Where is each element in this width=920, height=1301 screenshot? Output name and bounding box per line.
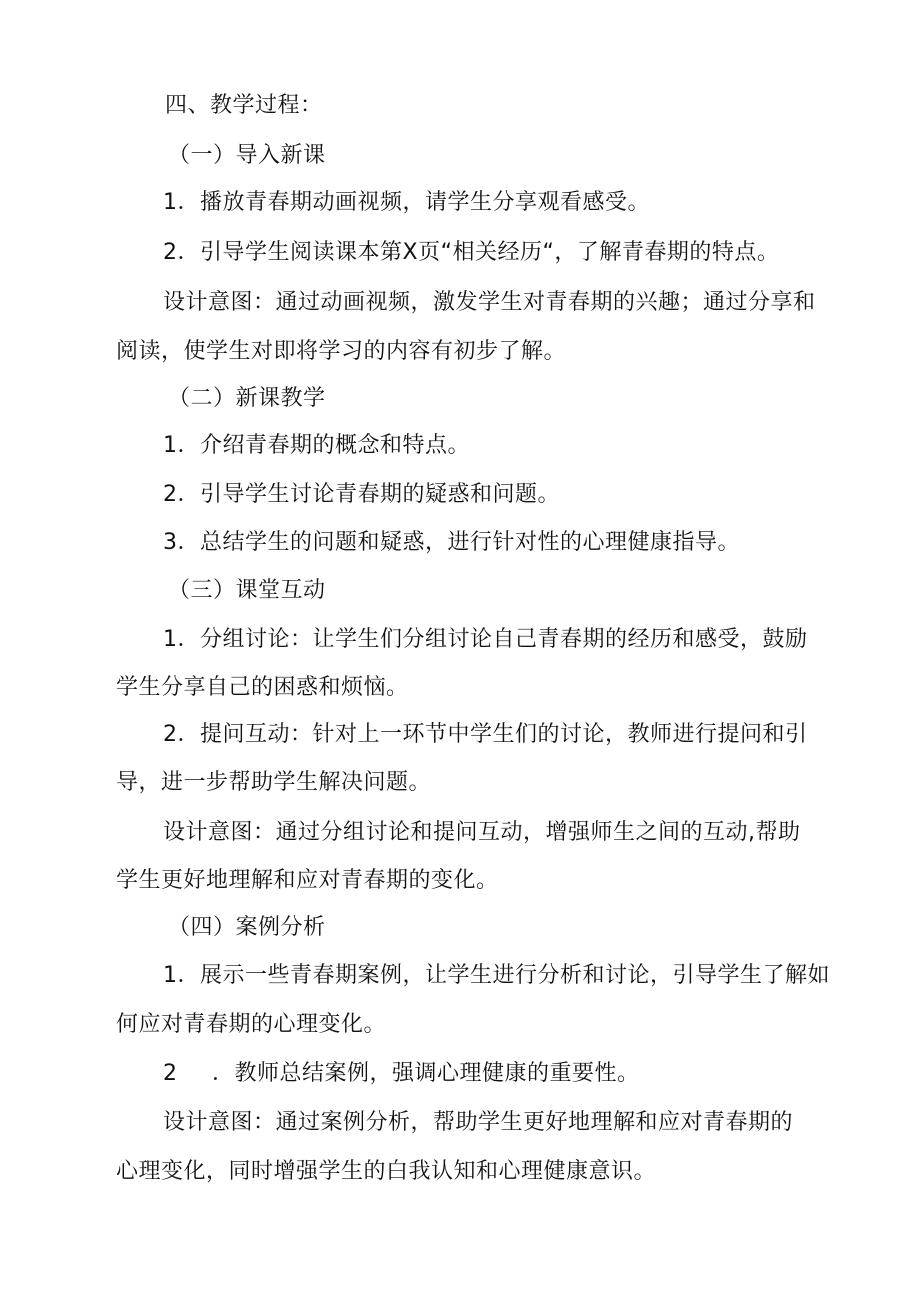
interaction-item-2-line-2: 导，进一步帮助学生解决问题。	[116, 770, 432, 795]
case-item-1-line-2: 何应对青春期的心理变化。	[116, 1012, 387, 1037]
intro-heading: （一）导入新课	[168, 143, 326, 168]
intro-design-line-2: 阅读，使学生对即将学习的内容有初步了解。	[116, 339, 567, 364]
interaction-item-2-line-1: 2．提问互动：针对上一环节中学生们的讨论，教师进行提问和引	[163, 722, 808, 747]
teaching-item-3: 3．总结学生的问题和疑惑，进行针对性的心理健康指导。	[163, 530, 740, 555]
section-title: 四、教学过程：	[165, 93, 323, 118]
case-design-line-2: 心理变化，同时增强学生的白我认知和心理健康意识。	[116, 1159, 657, 1184]
case-item-2-text: ．教师总结案例，强调心理健康的重要性。	[212, 1061, 640, 1086]
intro-design-line-1: 设计意图：通过动画视频，激发学生对青春期的兴趣；通过分享和	[163, 290, 816, 315]
intro-item-1: 1．播放青春期动画视频，请学生分享观看感受。	[163, 190, 650, 215]
interaction-design-line-1: 设计意图：通过分组讨论和提问互动，增强师生之间的互动,帮助	[163, 820, 801, 845]
teaching-item-1: 1．介绍青春期的概念和特点。	[163, 433, 470, 458]
interaction-heading: （三）课堂互动	[168, 578, 326, 603]
case-design-line-1: 设计意图：通过案例分析，帮助学生更好地理解和应对青春期的	[163, 1110, 794, 1135]
case-item-1-line-1: 1．展示一些青春期案例，让学生进行分析和讨论，引导学生了解如	[163, 963, 830, 988]
interaction-item-1-line-2: 学生分享自己的困惑和烦恼。	[116, 675, 409, 700]
intro-item-2: 2．引导学生阅读课本第X页“相关经历“，了解青春期的特点。	[163, 240, 780, 265]
teaching-heading: （二）新课教学	[168, 386, 326, 411]
case-heading: （四）案例分析	[168, 915, 326, 940]
case-item-2-number: 2	[163, 1061, 178, 1086]
interaction-design-line-2: 学生更好地理解和应对青春期的变化。	[116, 868, 499, 893]
interaction-item-1-line-1: 1．分组讨论：让学生们分组讨论自己青春期的经历和感受，鼓励	[163, 627, 808, 652]
teaching-item-2: 2．引导学生讨论青春期的疑惑和问题。	[163, 482, 560, 507]
